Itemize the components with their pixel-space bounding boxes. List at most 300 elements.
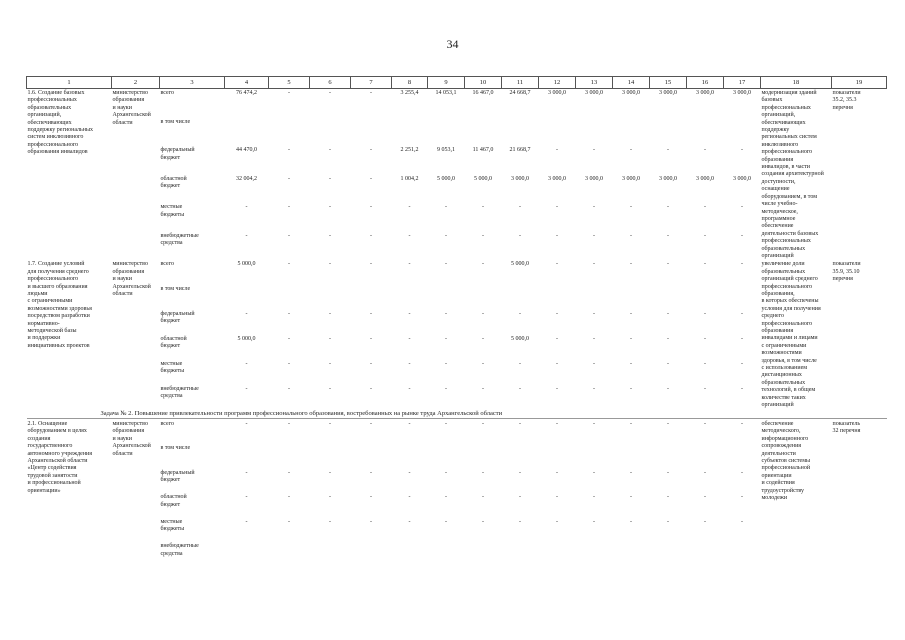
funding-value: - (370, 360, 372, 367)
table-row (27, 420, 887, 445)
funding-value: 9 053,1 (437, 147, 455, 154)
funding-value (613, 542, 650, 567)
column-number: 1 (27, 77, 112, 89)
funding-value (687, 444, 724, 469)
funding-value (650, 444, 687, 469)
funding-value: - (593, 420, 595, 427)
funding-value: - (593, 360, 595, 367)
funding-value (310, 542, 351, 567)
funding-value: - (329, 261, 331, 268)
executor: министерство образования и науки Архангельской области (112, 420, 151, 457)
funding-value (351, 444, 392, 469)
funding-value: - (482, 385, 484, 392)
funding-value: - (288, 261, 290, 268)
funding-source: областной бюджет (160, 335, 187, 350)
funding-source: внебюджетные средства (160, 543, 199, 557)
funding-value (650, 118, 687, 147)
funding-value: - (741, 385, 743, 392)
funding-value: - (408, 420, 411, 427)
funding-source: федеральный бюджет (160, 147, 195, 161)
funding-value: - (704, 360, 706, 367)
funding-value (687, 285, 724, 310)
funding-value: - (329, 518, 331, 525)
funding-value (576, 444, 613, 469)
funding-value: - (445, 518, 447, 525)
funding-value: - (288, 204, 290, 211)
funding-value: - (408, 385, 411, 392)
funding-value: - (593, 204, 595, 211)
funding-value: - (630, 385, 632, 392)
funding-value: 24 668,7 (509, 90, 531, 96)
funding-value: - (370, 518, 372, 525)
funding-source: всего (160, 420, 175, 427)
column-number: 14 (613, 77, 650, 89)
funding-value (613, 444, 650, 469)
funding-value: - (556, 147, 558, 154)
expected-result: увеличение доли образовательных организаций среднего профессионального образования, в которых обеспечены условия для получения среднего профессионального образования инвалидами и лицами с ограниченными возможностями здоровья, в том числе с использованием дистанционных образовательных технологий, в общем количестве таких организаций (761, 261, 821, 409)
funding-value (351, 285, 392, 310)
funding-value (428, 444, 465, 469)
funding-value: - (667, 494, 669, 501)
funding-value: 5 000,0 (474, 175, 492, 182)
column-number: 5 (269, 77, 310, 89)
task-row (27, 409, 887, 418)
funding-value (392, 285, 428, 310)
funding-value: 32 004,2 (236, 175, 257, 182)
funding-value: - (288, 469, 290, 476)
funding-value: - (408, 204, 411, 211)
funding-value (502, 118, 539, 147)
funding-value (650, 542, 687, 567)
page-number: 34 (446, 37, 459, 51)
funding-source: федеральный бюджет (160, 469, 195, 484)
funding-value: 1 004,2 (400, 175, 419, 182)
measure-name: 2.1. Оснащение оборудованием в целях создания государственного автономного учреждения Архангельской области «Центр содействия трудовой занятости и профессиональной ориентации» (27, 420, 93, 494)
funding-value: - (630, 261, 632, 268)
funding-value: - (593, 147, 595, 154)
column-number: 13 (576, 77, 613, 89)
measure-name: 1.7. Создание условий для получения среднего профессионального и высшего образования людьми с ограниченными возможностями здоровья посредством разработки нормативно- методической базы и поддержки инициативных проектов (27, 261, 92, 349)
funding-value: 3 000,0 (659, 90, 677, 96)
funding-value: - (370, 311, 372, 318)
indicator: показатели 35.9, 35.10 перечня (832, 261, 861, 283)
task-title: Задача № 2. Повышение привлекательности программ профессионального образования, востребованных на рынке труда Архангельской области (100, 410, 503, 418)
funding-value: - (288, 360, 290, 367)
funding-value (539, 444, 576, 469)
funding-value: - (329, 90, 331, 96)
funding-value: - (741, 232, 743, 239)
funding-value: - (445, 360, 447, 367)
funding-value: - (593, 385, 595, 392)
funding-value (687, 118, 724, 147)
funding-value: - (482, 518, 484, 525)
column-number: 17 (724, 77, 761, 89)
funding-value: - (667, 360, 669, 367)
funding-value (269, 285, 310, 310)
funding-value: - (519, 311, 521, 318)
funding-value: - (245, 385, 248, 392)
funding-value: - (630, 420, 632, 427)
funding-value: - (408, 311, 411, 318)
funding-value: - (556, 518, 558, 525)
funding-value: 21 668,7 (509, 147, 531, 154)
measure-name: 1.6. Создание базовых профессиональных образовательных организаций, обеспечивающих поддержку региональных систем инклюзивного профессионального образования инвалидов (27, 90, 94, 156)
funding-value: - (370, 385, 372, 392)
funding-value: - (370, 261, 372, 268)
funding-value (225, 444, 269, 469)
funding-value: 44 470,0 (236, 147, 257, 154)
funding-value: 3 000,0 (622, 90, 640, 96)
funding-value: 76 474,2 (236, 90, 257, 96)
funding-value: - (630, 311, 632, 318)
funding-value: - (556, 420, 558, 427)
column-number: 9 (428, 77, 465, 89)
funding-value: - (704, 420, 706, 427)
expected-result: обеспечение методического, информационного сопровождения деятельности субъектов системы профессиональной ориентации и содействия трудоустройству молодежи (761, 420, 811, 501)
funding-value: - (704, 311, 706, 318)
column-number: 3 (160, 77, 225, 89)
funding-value (613, 118, 650, 147)
funding-value: 3 255,4 (400, 90, 419, 96)
funding-value: - (245, 232, 248, 239)
funding-value: - (445, 311, 447, 318)
funding-value (576, 118, 613, 147)
funding-value: - (370, 147, 372, 154)
column-number: 7 (351, 77, 392, 89)
funding-value: 3 000,0 (733, 90, 751, 96)
funding-value: - (556, 311, 558, 318)
column-number: 11 (502, 77, 539, 89)
funding-value: - (370, 494, 372, 501)
funding-value: - (556, 385, 558, 392)
table-row (27, 89, 887, 118)
indicator: показатель 32 перечня (832, 420, 861, 435)
funding-value: - (704, 335, 706, 342)
funding-value (502, 444, 539, 469)
funding-value (502, 285, 539, 310)
funding-value: - (408, 494, 411, 501)
funding-value: - (408, 335, 411, 342)
funding-value: - (329, 175, 331, 182)
column-numbers-row (27, 77, 887, 89)
funding-value: - (741, 261, 743, 268)
funding-value: - (667, 420, 669, 427)
funding-value: - (519, 385, 521, 392)
funding-value (650, 285, 687, 310)
funding-value: - (704, 518, 706, 525)
funding-source: местные бюджеты (160, 518, 185, 533)
funding-value (576, 542, 613, 567)
funding-source: местные бюджеты (160, 360, 185, 375)
funding-value: - (519, 420, 521, 427)
funding-value (724, 542, 761, 567)
funding-value: - (445, 204, 447, 211)
funding-value: - (741, 147, 743, 154)
column-number: 2 (112, 77, 160, 89)
funding-value: 3 000,0 (622, 175, 640, 182)
funding-value: - (667, 261, 669, 268)
funding-value: - (741, 360, 743, 367)
funding-value (724, 444, 761, 469)
funding-value: - (519, 204, 521, 211)
funding-value (428, 285, 465, 310)
expected-result: модернизация зданий базовых профессиональных организаций, обеспечивающих поддержку региональных систем инклюзивного профессионального образования инвалидов, в части создания архитектурной доступности, оснащение оборудованием, в том числе учебно- методическое, программное обеспечение деятельности базовых профессиональных образовательных организаций (761, 90, 824, 259)
funding-value: 5 000,0 (437, 175, 455, 182)
funding-value: 3 000,0 (585, 90, 603, 96)
funding-value: - (329, 360, 331, 367)
funding-value: 3 000,0 (511, 175, 529, 182)
funding-value: - (445, 335, 447, 342)
funding-source: всего (160, 90, 175, 96)
funding-value: - (667, 385, 669, 392)
executor: министерство образования и науки Архангельской области (112, 261, 151, 297)
funding-value (576, 285, 613, 310)
column-number: 8 (392, 77, 428, 89)
funding-value (225, 542, 269, 567)
funding-source: в том числе (160, 445, 191, 452)
funding-value: - (245, 494, 248, 501)
column-number: 15 (650, 77, 687, 89)
funding-value: 5 000,0 (237, 261, 256, 268)
funding-value: - (408, 469, 411, 476)
funding-value: - (741, 311, 743, 318)
funding-value: - (667, 518, 669, 525)
funding-value (310, 285, 351, 310)
funding-value: - (482, 261, 484, 268)
funding-value: - (741, 494, 743, 501)
funding-value: - (288, 518, 290, 525)
funding-value: - (329, 385, 331, 392)
funding-value (428, 542, 465, 567)
funding-value (310, 444, 351, 469)
funding-value: - (482, 360, 484, 367)
funding-value (613, 285, 650, 310)
funding-value: - (288, 335, 290, 342)
funding-value: - (741, 204, 743, 211)
funding-value: - (408, 232, 411, 239)
column-number: 12 (539, 77, 576, 89)
funding-value: 3 000,0 (733, 175, 751, 182)
funding-value: - (556, 494, 558, 501)
funding-value (724, 285, 761, 310)
funding-value: - (704, 232, 706, 239)
funding-value: 3 000,0 (696, 90, 714, 96)
funding-value: - (288, 232, 290, 239)
funding-value (428, 118, 465, 147)
funding-value (351, 118, 392, 147)
funding-value: 3 000,0 (696, 175, 714, 182)
funding-value: - (519, 469, 521, 476)
funding-value: - (667, 147, 669, 154)
funding-value: 16 467,0 (472, 90, 494, 96)
funding-value: - (370, 232, 372, 239)
funding-value: - (704, 385, 706, 392)
column-number: 4 (225, 77, 269, 89)
funding-source: федеральный бюджет (160, 311, 195, 325)
column-number: 19 (832, 77, 887, 89)
funding-value: - (245, 311, 248, 318)
funding-value: - (630, 360, 632, 367)
funding-value: - (408, 261, 411, 268)
funding-value: - (556, 261, 558, 268)
funding-value (225, 118, 269, 147)
funding-value: - (630, 469, 632, 476)
funding-value: - (519, 360, 521, 367)
funding-value: - (288, 147, 290, 154)
funding-value: - (667, 335, 669, 342)
funding-source: всего (160, 261, 175, 268)
funding-value: - (593, 335, 595, 342)
funding-value: 14 053,1 (435, 90, 457, 96)
funding-value: - (741, 420, 743, 427)
funding-value: - (370, 90, 372, 96)
funding-value (539, 118, 576, 147)
funding-value: - (593, 261, 595, 268)
funding-value (225, 285, 269, 310)
funding-value (269, 542, 310, 567)
funding-value: 3 000,0 (585, 175, 603, 182)
funding-value: - (370, 335, 372, 342)
funding-source: областной бюджет (160, 175, 187, 190)
funding-value: - (630, 232, 632, 239)
column-number: 6 (310, 77, 351, 89)
funding-value: - (741, 469, 743, 476)
funding-value (310, 118, 351, 147)
funding-value: - (482, 311, 484, 318)
funding-value (351, 542, 392, 567)
funding-source: внебюджетные средства (160, 385, 199, 399)
funding-value: - (370, 204, 372, 211)
funding-value: - (630, 494, 632, 501)
funding-value: - (482, 494, 484, 501)
funding-value: - (329, 335, 331, 342)
funding-value: - (556, 335, 558, 342)
funding-value: 3 000,0 (548, 90, 566, 96)
funding-value: - (329, 469, 331, 476)
funding-value: - (482, 232, 484, 239)
funding-value: - (329, 147, 331, 154)
funding-value: - (556, 232, 558, 239)
funding-value: - (630, 204, 632, 211)
funding-value: - (245, 469, 248, 476)
funding-value: - (630, 518, 632, 525)
funding-source: в том числе (160, 286, 191, 293)
funding-value: 11 467,0 (472, 147, 494, 154)
funding-value: - (630, 147, 632, 154)
funding-value: - (593, 469, 595, 476)
funding-value: - (704, 494, 706, 501)
funding-value: - (667, 232, 669, 239)
indicator: показатели 35.2, 35.3 перечня (832, 90, 861, 111)
funding-value (465, 444, 502, 469)
funding-value: 3 000,0 (548, 175, 566, 182)
funding-value: - (288, 90, 290, 96)
column-number: 16 (687, 77, 724, 89)
funding-value: - (445, 261, 447, 268)
funding-value (465, 118, 502, 147)
funding-value: - (519, 232, 521, 239)
funding-value: - (667, 204, 669, 211)
funding-value: - (482, 335, 484, 342)
funding-value: - (556, 469, 558, 476)
funding-value (502, 542, 539, 567)
funding-value: 5 000,0 (237, 335, 256, 342)
funding-value (392, 444, 428, 469)
funding-value: - (593, 518, 595, 525)
funding-value: - (445, 494, 447, 501)
funding-value: - (482, 469, 484, 476)
funding-value: - (593, 311, 595, 318)
column-number: 10 (465, 77, 502, 89)
funding-value: - (482, 420, 484, 427)
funding-value: - (288, 175, 290, 182)
funding-value (539, 542, 576, 567)
funding-value (687, 542, 724, 567)
funding-value: - (556, 204, 558, 211)
funding-value (465, 285, 502, 310)
funding-value: - (704, 261, 706, 268)
table-row (27, 260, 887, 285)
funding-value: - (245, 518, 248, 525)
funding-value: - (288, 420, 290, 427)
funding-value: - (370, 175, 372, 182)
funding-value: - (408, 360, 411, 367)
funding-value: - (288, 494, 290, 501)
funding-value (724, 118, 761, 147)
funding-value: - (329, 311, 331, 318)
program-table (26, 76, 887, 567)
funding-value: - (288, 311, 290, 318)
funding-value: - (741, 335, 743, 342)
funding-value: - (556, 360, 558, 367)
funding-value: - (288, 385, 290, 392)
funding-value: - (741, 518, 743, 525)
funding-value: - (329, 204, 331, 211)
funding-value (269, 118, 310, 147)
funding-value: - (370, 420, 372, 427)
funding-value: - (245, 420, 248, 427)
funding-source: местные бюджеты (160, 204, 185, 218)
funding-value: 5 000,0 (511, 335, 529, 342)
funding-value (392, 118, 428, 147)
funding-value: - (370, 469, 372, 476)
funding-value: - (704, 469, 706, 476)
funding-value: - (329, 494, 331, 501)
funding-value: - (667, 311, 669, 318)
funding-value: - (704, 147, 706, 154)
funding-value: - (445, 469, 447, 476)
funding-value: - (593, 232, 595, 239)
funding-value: - (329, 420, 331, 427)
funding-value: - (445, 385, 447, 392)
executor: министерство образования и науки Архангельской области (112, 90, 151, 126)
funding-value: - (593, 494, 595, 501)
funding-value: - (630, 335, 632, 342)
funding-value: 2 251,2 (400, 147, 419, 154)
funding-source: областной бюджет (160, 494, 187, 508)
funding-value: - (245, 204, 248, 211)
funding-value: - (519, 518, 521, 525)
funding-source: внебюджетные средства (160, 232, 199, 247)
funding-value: 3 000,0 (659, 175, 677, 182)
funding-value: - (245, 360, 248, 367)
funding-source: в том числе (160, 118, 191, 125)
funding-value (465, 542, 502, 567)
funding-value (269, 444, 310, 469)
column-number: 18 (761, 77, 832, 89)
funding-value: - (329, 232, 331, 239)
funding-value: - (408, 518, 411, 525)
